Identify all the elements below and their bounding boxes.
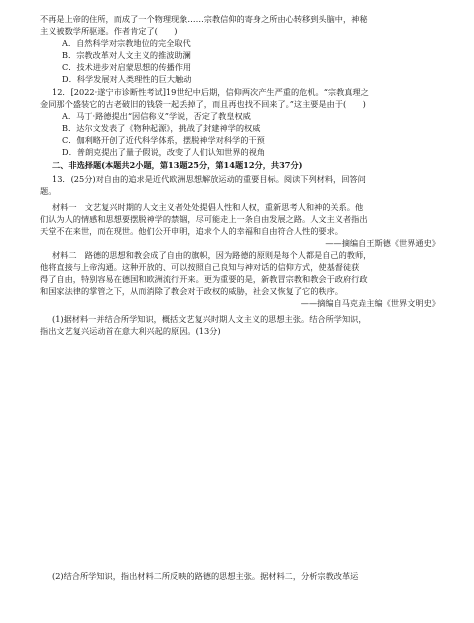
option-c: C．伽利略开创了近代科学体系，摆脱神学对科学的干预 <box>62 135 265 145</box>
question-13-cont: 题。 <box>40 186 57 196</box>
option-a: A．马丁·路德提出“因信称义”学说，否定了教皇权威 <box>62 111 251 121</box>
question-stem: 主义被数学所驱逐。作者肯定了( ) <box>40 26 178 36</box>
option-b: B．达尔文发表了《物种起源》，挑战了封建神学的权威 <box>62 123 261 133</box>
question-12: 12．[2022·遂宁市诊断性考试]19世纪中后期，信仰两次产生严重的危机。“宗教真理之 <box>52 87 369 97</box>
passage-line: 不再是上帝的住所，而成了一个物理现象……宗教信仰的寄身之所由心转移到头脑中，神秘 <box>40 14 368 24</box>
material-2-source: ——摘编自马克垚主编《世界文明史》 <box>300 298 440 308</box>
material-2-line: 得了自由，特别容易在德国和欧洲流行开来。更为重要的是，新教冒宗教和教会于政府行政 <box>40 274 368 284</box>
material-2-line: 他将直接与上帝沟通。这种开放的、可以按照自己良知与神对话的信仰方式，使基督徒获 <box>40 262 360 272</box>
option-c: C．技术进步对启蒙思想的传播作用 <box>62 62 192 72</box>
material-1-line: 天堂不在来世，而在现世。他们公开申明，追求个人的幸福和自由符合人性的要求。 <box>40 226 343 236</box>
option-a: A．自然科学对宗教地位的完全取代 <box>62 38 191 48</box>
question-12-cont: 金同那个盛装它的古老破旧的钱袋一起丢掉了，而且再也找不回来了。”这主要是由于( ) <box>40 99 366 109</box>
material-1-source: ——摘编自王斯德《世界通史》 <box>325 238 440 248</box>
sub-question-1: (1)据材料一并结合所学知识，概括文艺复兴时期人文主义的思想主张。结合所学知识， <box>52 314 367 324</box>
question-13: 13．(25分)对自由的追求是近代欧洲思想解放运动的重要目标。阅读下列材料，回答问 <box>52 174 366 184</box>
option-d: D．科学发展对人类理性的巨大触动 <box>62 74 192 84</box>
material-1: 材料一 文艺复兴时期的人文主义者处处提倡人性和人权，重新思考人和神的关系。他 <box>52 202 364 212</box>
sub-question-2: (2)结合所学知识，指出材料二所反映的路德的思想主张。据材料二，分析宗教改革运 <box>52 571 359 581</box>
option-b: B．宗教改革对人文主义的推波助澜 <box>62 50 191 60</box>
material-2-line: 和国家法律的掌管之下，从而消除了教会对于政权的威胁，社会又恢复了它的秩序。 <box>40 286 343 296</box>
material-2: 材料二 路德的思想和教会成了自由的旗帜，因为路德的原则是每个人都是自己的教师， <box>52 250 372 260</box>
material-1-line: 们认为人的情感和思想要摆脱神学的禁锢，尽可能走上一条自由发展之路。人文主义者指出 <box>40 214 368 224</box>
section-heading: 二、非选择题(本题共2小题，第13题25分，第14题12分，共37分) <box>52 160 303 170</box>
option-d: D．普朗克提出了量子假说，改变了人们认知世界的视角 <box>62 147 266 157</box>
sub-question-1-cont: 指出文艺复兴运动首在意大利兴起的原因。(13分) <box>40 326 221 336</box>
